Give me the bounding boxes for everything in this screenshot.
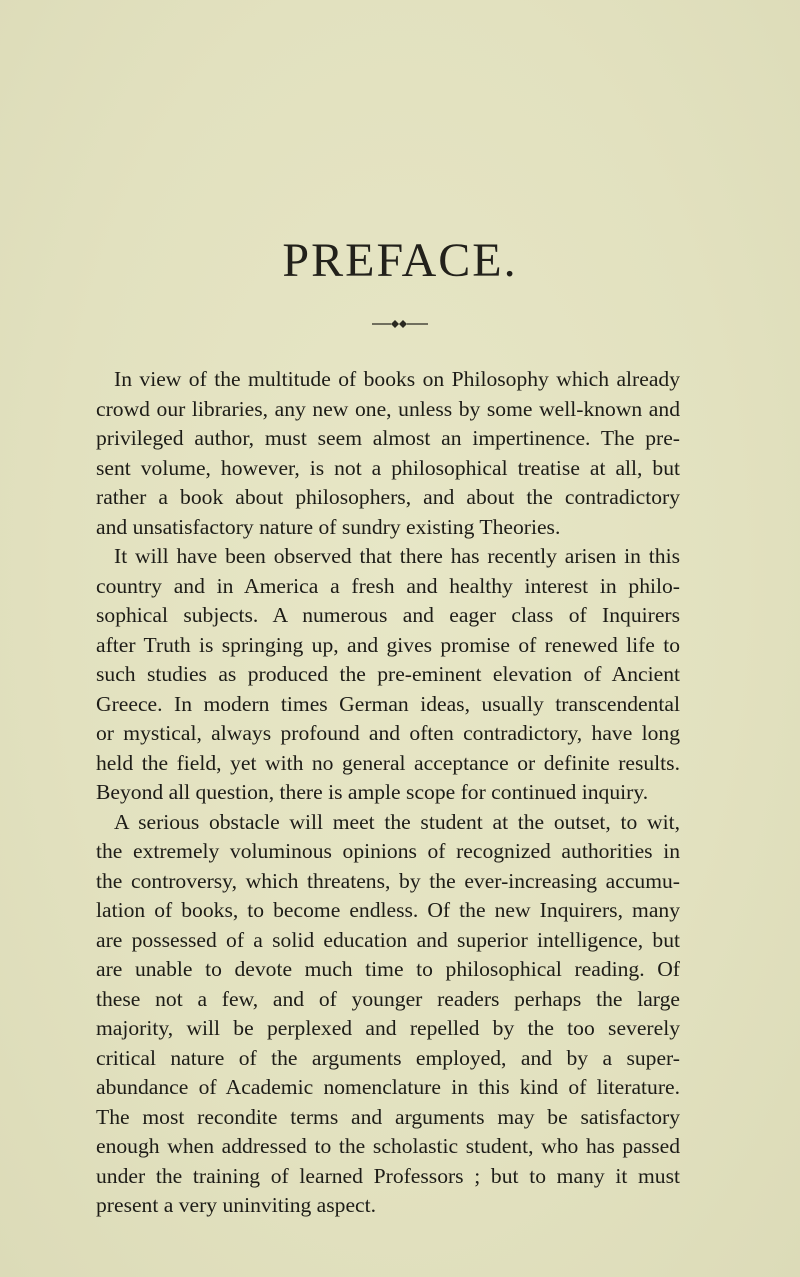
text-line: Beyond all question, there is ample scope for continued inquiry. xyxy=(96,780,649,804)
paragraph-1 xyxy=(96,365,680,542)
text-line: and unsatisfactory nature of sundry existing Theories. xyxy=(96,514,561,539)
text-line: In view of the multitude of books on Philosophy which already xyxy=(114,367,680,391)
text-line: under the training of learned Professors ; but to many it must xyxy=(96,1163,680,1188)
text-line: the controversy, which threatens, by the ever-increasing accumu- xyxy=(96,868,680,893)
text-line: the extremely voluminous opinions of recognized authorities in xyxy=(96,839,680,863)
text-line: held the field, yet with no general acceptance or definite results. xyxy=(96,750,680,775)
page-title: PREFACE. xyxy=(282,234,518,287)
text-line: abundance of Academic nomenclature in this kind of literature. xyxy=(96,1075,680,1099)
text-line: these not a few, and of younger readers perhaps the large xyxy=(96,986,680,1011)
text-line: sent volume, however, is not a philosophical treatise at all, but xyxy=(96,455,680,480)
text-line: present a very uninviting aspect. xyxy=(96,1193,377,1217)
text-line: are unable to devote much time to philosophical reading. Of xyxy=(96,957,680,981)
paragraph-2 xyxy=(96,542,680,808)
text-line: enough when addressed to the scholastic student, who has passed xyxy=(96,1134,680,1158)
preface-body xyxy=(96,365,680,1221)
text-line: A serious obstacle will meet the student at the outset, to wit, xyxy=(114,809,680,834)
text-line: after Truth is springing up, and gives promise of renewed life to xyxy=(96,632,680,657)
text-line: or mystical, always profound and often contradictory, have long xyxy=(96,721,680,745)
diamond-rule-icon xyxy=(370,318,430,330)
text-line: privileged author, must seem almost an impertinence. The pre- xyxy=(96,426,680,450)
text-line: country and in America a fresh and healthy interest in philo- xyxy=(96,573,680,598)
text-line: critical nature of the arguments employed, and by a super- xyxy=(96,1045,680,1070)
text-line: lation of books, to become endless. Of the new Inquirers, many xyxy=(96,898,680,922)
text-line: rather a book about philosophers, and about the contradictory xyxy=(96,485,680,509)
text-line: Greece. In modern times German ideas, usually transcendental xyxy=(96,691,680,716)
paragraph-3 xyxy=(96,808,680,1221)
text-line: crowd our libraries, any new one, unless by some well-known and xyxy=(96,396,680,421)
text-line: It will have been observed that there has recently arisen in this xyxy=(114,544,680,568)
text-line: The most recondite terms and arguments may be satisfactory xyxy=(96,1104,680,1129)
text-line: majority, will be perplexed and repelled by the too severely xyxy=(96,1016,680,1040)
text-line: sophical subjects. A numerous and eager class of Inquirers xyxy=(96,603,680,627)
text-line: such studies as produced the pre-eminent elevation of Ancient xyxy=(96,662,680,686)
text-line: are possessed of a solid education and superior intelligence, but xyxy=(96,927,680,952)
